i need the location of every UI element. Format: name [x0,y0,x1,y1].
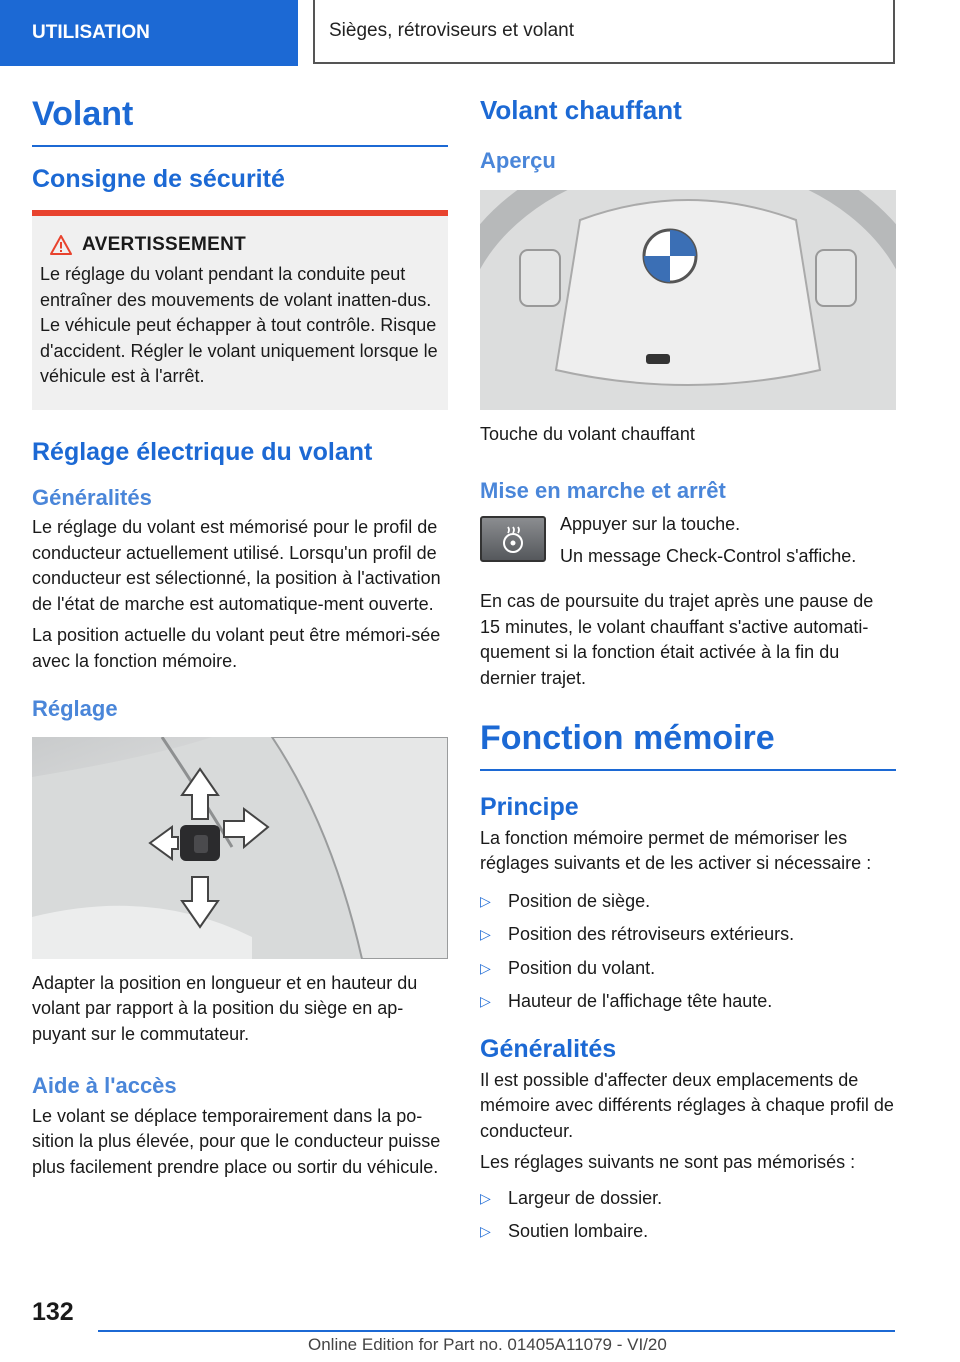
onoff-step-row [480,512,896,575]
list-item: ▷ Position de siège. [480,889,896,915]
adjust-caption: Adapter la position en longueur et en hauteur du volant par rapport à la position du siège en ap-puyant sur le commutateur. [32,972,418,1044]
memory-general-text: Il est possible d'affecter deux emplacements de mémoire avec différents réglages à chaque profil de conducteur. [480,1069,894,1141]
steering-wheel-image [480,190,896,410]
overview-heading: Aperçu [480,147,556,173]
heated-wheel-icon [498,524,528,554]
triangle-bullet-icon: ▷ [480,892,491,909]
access-text: Le volant se déplace temporairement dans la po-sition la plus élevée, pour que le conducteur puisse plus facilement prendre place ou sortir du véhicule. [32,1105,441,1177]
page-header [0,0,960,66]
overview-caption: Touche du volant chauffant [480,424,695,445]
triangle-bullet-icon: ▷ [480,993,491,1010]
principle-list [480,889,896,1015]
steering-column-switch-image [32,737,448,959]
general-heading: Généralités [32,484,152,510]
warning-triangle-icon [50,235,72,255]
warning-text: Le réglage du volant pendant la conduite peut entraîner des mouvements de volant inatten-dus. Le véhicule peut échapper à tout contrôle. Risque d'accident. Régler le volant uniquement lorsque le véhicule est à l'arrêt. [40,264,438,387]
right-column [480,96,896,1253]
memory-title: Fonction mémoire [480,718,775,757]
memory-general-text-2: Les réglages suivants ne sont pas mémorisés : [480,1152,856,1173]
left-column [32,96,448,1186]
memory-title-rule [480,769,896,771]
onoff-step-1: Appuyer sur la touche. [560,514,741,535]
safety-heading: Consigne de sécurité [32,165,285,194]
triangle-bullet-icon: ▷ [480,926,491,943]
steering-wheel-illustration [480,190,896,410]
principle-text: La fonction mémoire permet de mémoriser les réglages suivants et de les activer si nécessaire : [480,827,872,874]
section-title: Sièges, rétroviseurs et volant [313,0,895,64]
access-heading: Aide à l'accès [32,1073,177,1099]
heated-wheel-heading: Volant chauffant [480,95,682,125]
list-item: ▷ Largeur de dossier. [480,1186,896,1212]
list-item: ▷ Soutien lombaire. [480,1219,896,1245]
list-item: ▷ Hauteur de l'affichage tête haute. [480,989,896,1015]
chapter-tab: UTILISATION [0,0,298,66]
onoff-paragraph: En cas de poursuite du trajet après une pause de 15 minutes, le volant chauffant s'active automati-quement si la fonction était activée à la fin du dernier trajet. [480,591,874,688]
memory-general-heading: Généralités [480,1034,617,1063]
electric-adjust-heading: Réglage électrique du volant [32,437,373,466]
warning-box [32,210,448,410]
footer-rule [98,1330,895,1332]
onoff-step-2: Un message Check-Control s'affiche. [560,545,857,566]
triangle-bullet-icon: ▷ [480,959,491,976]
not-saved-list [480,1186,896,1245]
triangle-bullet-icon: ▷ [480,1189,491,1206]
title-rule [32,145,448,147]
triangle-bullet-icon: ▷ [480,1223,491,1240]
warning-label: AVERTISSEMENT [82,234,247,256]
general-paragraph-2: La position actuelle du volant peut être mémori-sée avec la fonction mémoire. [32,625,441,671]
onoff-steps [560,512,856,575]
page-number: 132 [32,1298,74,1326]
adjust-heading: Réglage [32,696,118,722]
page-title: Volant [32,95,134,133]
list-item: ▷ Position du volant. [480,956,896,982]
warning-title [50,234,438,256]
onoff-heading: Mise en marche et arrêt [480,477,726,503]
principle-heading: Principe [480,792,579,821]
general-paragraph-1: Le réglage du volant est mémorisé pour le profil de conducteur actuellement utilisé. Lorsqu'un profil de conducteur est sélectionné, la position à l'activation de l'état de marche est automatique-ment ouverte. [32,517,441,614]
heated-steering-wheel-button-icon[interactable] [480,516,546,562]
adjust-switch-illustration [32,737,448,959]
edition-text: Online Edition for Part no. 01405A11079 - VI/20 [308,1335,667,1354]
list-item: ▷ Position des rétroviseurs extérieurs. [480,922,896,948]
